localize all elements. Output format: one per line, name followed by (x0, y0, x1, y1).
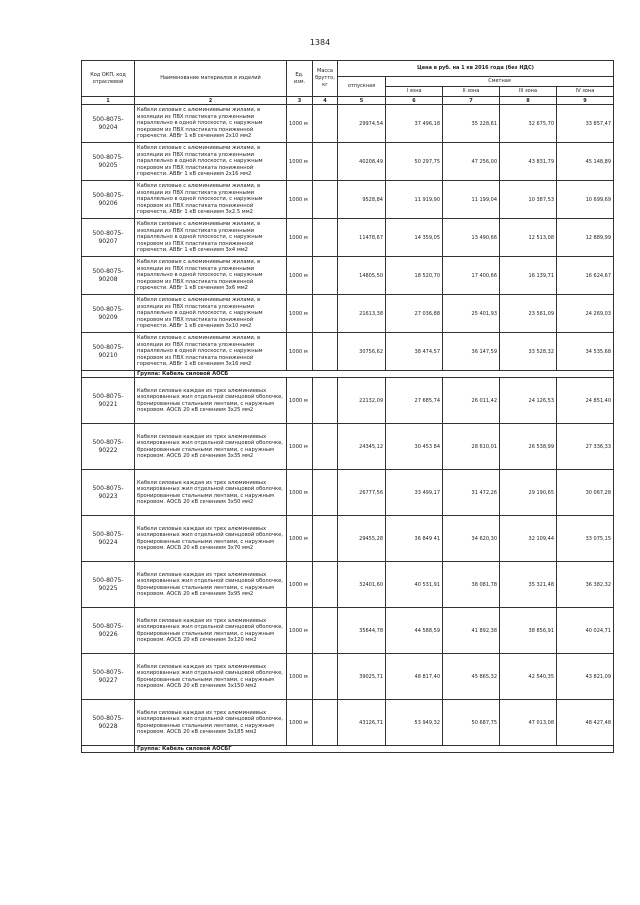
material-name: Кабели силовые с алюминиевыми жилами, в изоляции из ПВХ пластиката уложенными параллельно в одной плоскости, с наружным покровом из ПВХ пластиката пониженной горючести. АВВг 1 кВ сечением 3х16 мм2 (135, 333, 287, 371)
header-zone-3: III зона (500, 87, 557, 97)
group-row (82, 746, 614, 753)
column-number: 4 (313, 97, 338, 105)
price-table (81, 60, 614, 753)
zone-2-price: 31 472,26 (443, 470, 500, 516)
release-price: 24345,12 (338, 424, 386, 470)
unit: 1000 м (287, 105, 313, 143)
material-name: Кабели силовые с алюминиевыми жилами, в изоляции из ПВХ пластиката уложенными параллельно в одной плоскости, с наружным покровом из ПВХ пластиката пониженной горючести. АВВг 1 кВ сечением 2х10 мм2 (135, 105, 287, 143)
zone-4-price: 30 067,28 (557, 470, 614, 516)
zone-4-price: 33 857,47 (557, 105, 614, 143)
table-row (82, 424, 614, 470)
table-row (82, 562, 614, 608)
mass (313, 219, 338, 257)
mass (313, 654, 338, 700)
group-title-aosb: Группа: Кабель силовой АОСБ (135, 371, 614, 378)
material-name: Кабели силовые каждая из трех алюминиевых изолированных жил отдельной свинцовой оболочке, бронированные стальными лентами, с наружным покровом. АОСБ 20 кВ сечением 3х35 мм2 (135, 424, 287, 470)
header-name: Наименование материалов и изделий (135, 61, 287, 97)
unit: 1000 м (287, 181, 313, 219)
group-code-cell (82, 746, 135, 753)
material-name: Кабели силовые с алюминиевыми жилами, в изоляции из ПВХ пластиката уложенными параллельно в одной плоскости, с наружным покровом из ПВХ пластиката пониженной горючести. АВВг 1 кВ сечением 3х6 мм2 (135, 257, 287, 295)
zone-4-price: 10 699,69 (557, 181, 614, 219)
zone-2-price: 28 610,01 (443, 424, 500, 470)
unit: 1000 м (287, 654, 313, 700)
zone-3-price: 26 538,99 (500, 424, 557, 470)
release-price: 29455,28 (338, 516, 386, 562)
material-name: Кабели силовые с алюминиевыми жилами, в изоляции из ПВХ пластиката уложенными параллельно в одной плоскости, с наружным покровом из ПВХ пластиката пониженной горючести. АВВг 1 кВ сечением 2х16 мм2 (135, 143, 287, 181)
zone-1-price: 18 520,70 (386, 257, 443, 295)
zone-2-price: 13 490,66 (443, 219, 500, 257)
zone-1-price: 44 588,59 (386, 608, 443, 654)
table-row (82, 181, 614, 219)
mass (313, 424, 338, 470)
header-mass: Масса брутто, кг (313, 61, 338, 97)
zone-3-price: 35 321,48 (500, 562, 557, 608)
mass (313, 562, 338, 608)
column-number: 1 (82, 97, 135, 105)
okp-code: 500-8075-90209 (82, 295, 135, 333)
page-number: 1384 (309, 38, 331, 47)
mass (313, 470, 338, 516)
zone-3-price: 47 013,08 (500, 700, 557, 746)
okp-code: 500-8075-90226 (82, 608, 135, 654)
material-name: Кабели силовые каждая из трех алюминиевых изолированных жил отдельной свинцовой оболочке, бронированные стальными лентами, с наружным покровом. АОСБ 20 кВ сечением 3х70 мм2 (135, 516, 287, 562)
zone-4-price: 48 427,48 (557, 700, 614, 746)
header-release: отпускная (338, 77, 386, 97)
header-code: Код ОКП, код отраслевой (82, 61, 135, 97)
material-name: Кабели силовые каждая из трех алюминиевых изолированных жил отдельной свинцовой оболочке, бронированные стальными лентами, с наружным покровом. АОСБ 20 кВ сечением 3х150 мм2 (135, 654, 287, 700)
release-price: 21613,38 (338, 295, 386, 333)
unit: 1000 м (287, 219, 313, 257)
header-estimate: Сметная (386, 77, 614, 87)
unit: 1000 м (287, 143, 313, 181)
mass (313, 143, 338, 181)
zone-4-price: 33 075,15 (557, 516, 614, 562)
mass (313, 608, 338, 654)
zone-2-price: 11 199,04 (443, 181, 500, 219)
okp-code: 500-8075-90208 (82, 257, 135, 295)
table-row (82, 608, 614, 654)
zone-3-price: 24 126,53 (500, 378, 557, 424)
unit: 1000 м (287, 608, 313, 654)
material-name: Кабели силовые с алюминиевыми жилами, в изоляции из ПВХ пластиката уложенными параллельно в одной плоскости, с наружным покровом из ПВХ пластиката пониженной горючести. АВВг 1 кВ сечением 3х10 мм2 (135, 295, 287, 333)
unit: 1000 м (287, 424, 313, 470)
release-price: 35644,78 (338, 608, 386, 654)
okp-code: 500-8075-90204 (82, 105, 135, 143)
mass (313, 700, 338, 746)
zone-3-price: 10 387,53 (500, 181, 557, 219)
header-unit: Ед. изм. (287, 61, 313, 97)
column-number: 2 (135, 97, 287, 105)
zone-2-price: 34 620,30 (443, 516, 500, 562)
group-code-cell (82, 371, 135, 378)
zone-4-price: 36 382,32 (557, 562, 614, 608)
zone-1-price: 37 496,18 (386, 105, 443, 143)
material-name: Кабели силовые каждая из трех алюминиевых изолированных жил отдельной свинцовой оболочке, бронированные стальными лентами, с наружным покровом. АОСБ 20 кВ сечением 3х120 мм2 (135, 608, 287, 654)
zone-1-price: 14 359,05 (386, 219, 443, 257)
mass (313, 257, 338, 295)
table-row (82, 295, 614, 333)
column-number: 7 (443, 97, 500, 105)
table-row (82, 219, 614, 257)
zone-1-price: 38 474,57 (386, 333, 443, 371)
header-zone-2: II зона (443, 87, 500, 97)
zone-3-price: 38 856,91 (500, 608, 557, 654)
header-zone-4: IV зона (557, 87, 614, 97)
zone-3-price: 29 190,65 (500, 470, 557, 516)
zone-3-price: 33 528,32 (500, 333, 557, 371)
okp-code: 500-8075-90221 (82, 378, 135, 424)
zone-1-price: 27 685,74 (386, 378, 443, 424)
okp-code: 500-8075-90224 (82, 516, 135, 562)
zone-2-price: 50 687,75 (443, 700, 500, 746)
zone-2-price: 47 256,00 (443, 143, 500, 181)
okp-code: 500-8075-90223 (82, 470, 135, 516)
group-title-aosbg: Группа: Кабель силовой АОСБГ (135, 746, 614, 753)
table-row (82, 654, 614, 700)
unit: 1000 м (287, 333, 313, 371)
release-price: 40208,49 (338, 143, 386, 181)
table-row (82, 333, 614, 371)
unit: 1000 м (287, 470, 313, 516)
release-price: 30756,62 (338, 333, 386, 371)
mass (313, 181, 338, 219)
column-number: 6 (386, 97, 443, 105)
material-name: Кабели силовые с алюминиевыми жилами, в изоляции из ПВХ пластиката уложенными параллельно в одной плоскости, с наружным покровом из ПВХ пластиката пониженной горючести. АВВг 1 кВ сечением 3х4 мм2 (135, 219, 287, 257)
header-zone-1: I зона (386, 87, 443, 97)
release-price: 11478,67 (338, 219, 386, 257)
zone-2-price: 35 228,61 (443, 105, 500, 143)
zone-1-price: 11 919,90 (386, 181, 443, 219)
zone-4-price: 34 535,68 (557, 333, 614, 371)
okp-code: 500-8075-90206 (82, 181, 135, 219)
zone-2-price: 17 400,66 (443, 257, 500, 295)
zone-1-price: 53 949,32 (386, 700, 443, 746)
table-row (82, 516, 614, 562)
table-row (82, 143, 614, 181)
material-name: Кабели силовые каждая из трех алюминиевых изолированных жил отдельной свинцовой оболочке, бронированные стальными лентами, с наружным покровом. АОСБ 20 кВ сечением 3х185 мм2 (135, 700, 287, 746)
okp-code: 500-8075-90205 (82, 143, 135, 181)
zone-1-price: 48 817,40 (386, 654, 443, 700)
column-number: 9 (557, 97, 614, 105)
header-price-title: Цена в руб. на 1 кв 2016 года (без НДС) (338, 61, 614, 77)
table-row (82, 105, 614, 143)
unit: 1000 м (287, 562, 313, 608)
release-price: 22132,09 (338, 378, 386, 424)
release-price: 26777,56 (338, 470, 386, 516)
material-name: Кабели силовые с алюминиевыми жилами, в изоляции из ПВХ пластиката уложенными параллельно в одной плоскости, с наружным покровом из ПВХ пластиката пониженной горючести. АВВг 1 кВ сечением 3х2.5 мм2 (135, 181, 287, 219)
table-row (82, 470, 614, 516)
zone-2-price: 26 011,42 (443, 378, 500, 424)
mass (313, 516, 338, 562)
zone-3-price: 32 109,44 (500, 516, 557, 562)
zone-3-price: 32 675,70 (500, 105, 557, 143)
column-number: 8 (500, 97, 557, 105)
zone-3-price: 43 831,79 (500, 143, 557, 181)
zone-4-price: 43 821,09 (557, 654, 614, 700)
mass (313, 378, 338, 424)
material-name: Кабели силовые каждая из трех алюминиевых изолированных жил отдельной свинцовой оболочке, бронированные стальными лентами, с наружным покровом. АОСБ 20 кВ сечением 3х95 мм2 (135, 562, 287, 608)
okp-code: 500-8075-90228 (82, 700, 135, 746)
zone-4-price: 16 624,67 (557, 257, 614, 295)
okp-code: 500-8075-90227 (82, 654, 135, 700)
okp-code: 500-8075-90222 (82, 424, 135, 470)
zone-1-price: 36 849 41 (386, 516, 443, 562)
zone-4-price: 27 336,33 (557, 424, 614, 470)
zone-3-price: 12 513,08 (500, 219, 557, 257)
material-name: Кабели силовые каждая из трех алюминиевых изолированных жил отдельной свинцовой оболочке, бронированные стальными лентами, с наружным покровом. АОСБ 20 кВ сечением 3х50 мм2 (135, 470, 287, 516)
zone-3-price: 16 139,71 (500, 257, 557, 295)
release-price: 43126,71 (338, 700, 386, 746)
release-price: 39025,71 (338, 654, 386, 700)
zone-3-price: 23 561,09 (500, 295, 557, 333)
mass (313, 295, 338, 333)
okp-code: 500-8075-90210 (82, 333, 135, 371)
group-row (82, 371, 614, 378)
table-row (82, 257, 614, 295)
release-price: 9528,84 (338, 181, 386, 219)
zone-4-price: 24 269,03 (557, 295, 614, 333)
zone-1-price: 50 297,75 (386, 143, 443, 181)
zone-1-price: 27 036,88 (386, 295, 443, 333)
zone-2-price: 36 147,59 (443, 333, 500, 371)
zone-3-price: 42 540,35 (500, 654, 557, 700)
unit: 1000 м (287, 516, 313, 562)
zone-4-price: 24 851,40 (557, 378, 614, 424)
zone-2-price: 45 865,32 (443, 654, 500, 700)
zone-2-price: 25 401,93 (443, 295, 500, 333)
column-number: 5 (338, 97, 386, 105)
unit: 1000 м (287, 700, 313, 746)
column-number: 3 (287, 97, 313, 105)
mass (313, 105, 338, 143)
zone-1-price: 40 531,91 (386, 562, 443, 608)
release-price: 29974,54 (338, 105, 386, 143)
zone-4-price: 45 148,89 (557, 143, 614, 181)
okp-code: 500-8075-90207 (82, 219, 135, 257)
zone-2-price: 38 081,78 (443, 562, 500, 608)
zone-4-price: 40 024,71 (557, 608, 614, 654)
zone-4-price: 12 889,99 (557, 219, 614, 257)
zone-2-price: 41 892,38 (443, 608, 500, 654)
table-row (82, 700, 614, 746)
mass (313, 333, 338, 371)
zone-1-price: 30 453 84 (386, 424, 443, 470)
release-price: 32401,60 (338, 562, 386, 608)
release-price: 14805,50 (338, 257, 386, 295)
okp-code: 500-8075-90225 (82, 562, 135, 608)
zone-1-price: 33 499,17 (386, 470, 443, 516)
unit: 1000 м (287, 295, 313, 333)
table-row (82, 378, 614, 424)
unit: 1000 м (287, 378, 313, 424)
material-name: Кабели силовые каждая из трех алюминиевых изолированных жил отдельной свинцовой оболочке, бронированные стальными лентами, с наружным покровом. АОСБ 20 кВ сечением 3х25 мм2 (135, 378, 287, 424)
unit: 1000 м (287, 257, 313, 295)
